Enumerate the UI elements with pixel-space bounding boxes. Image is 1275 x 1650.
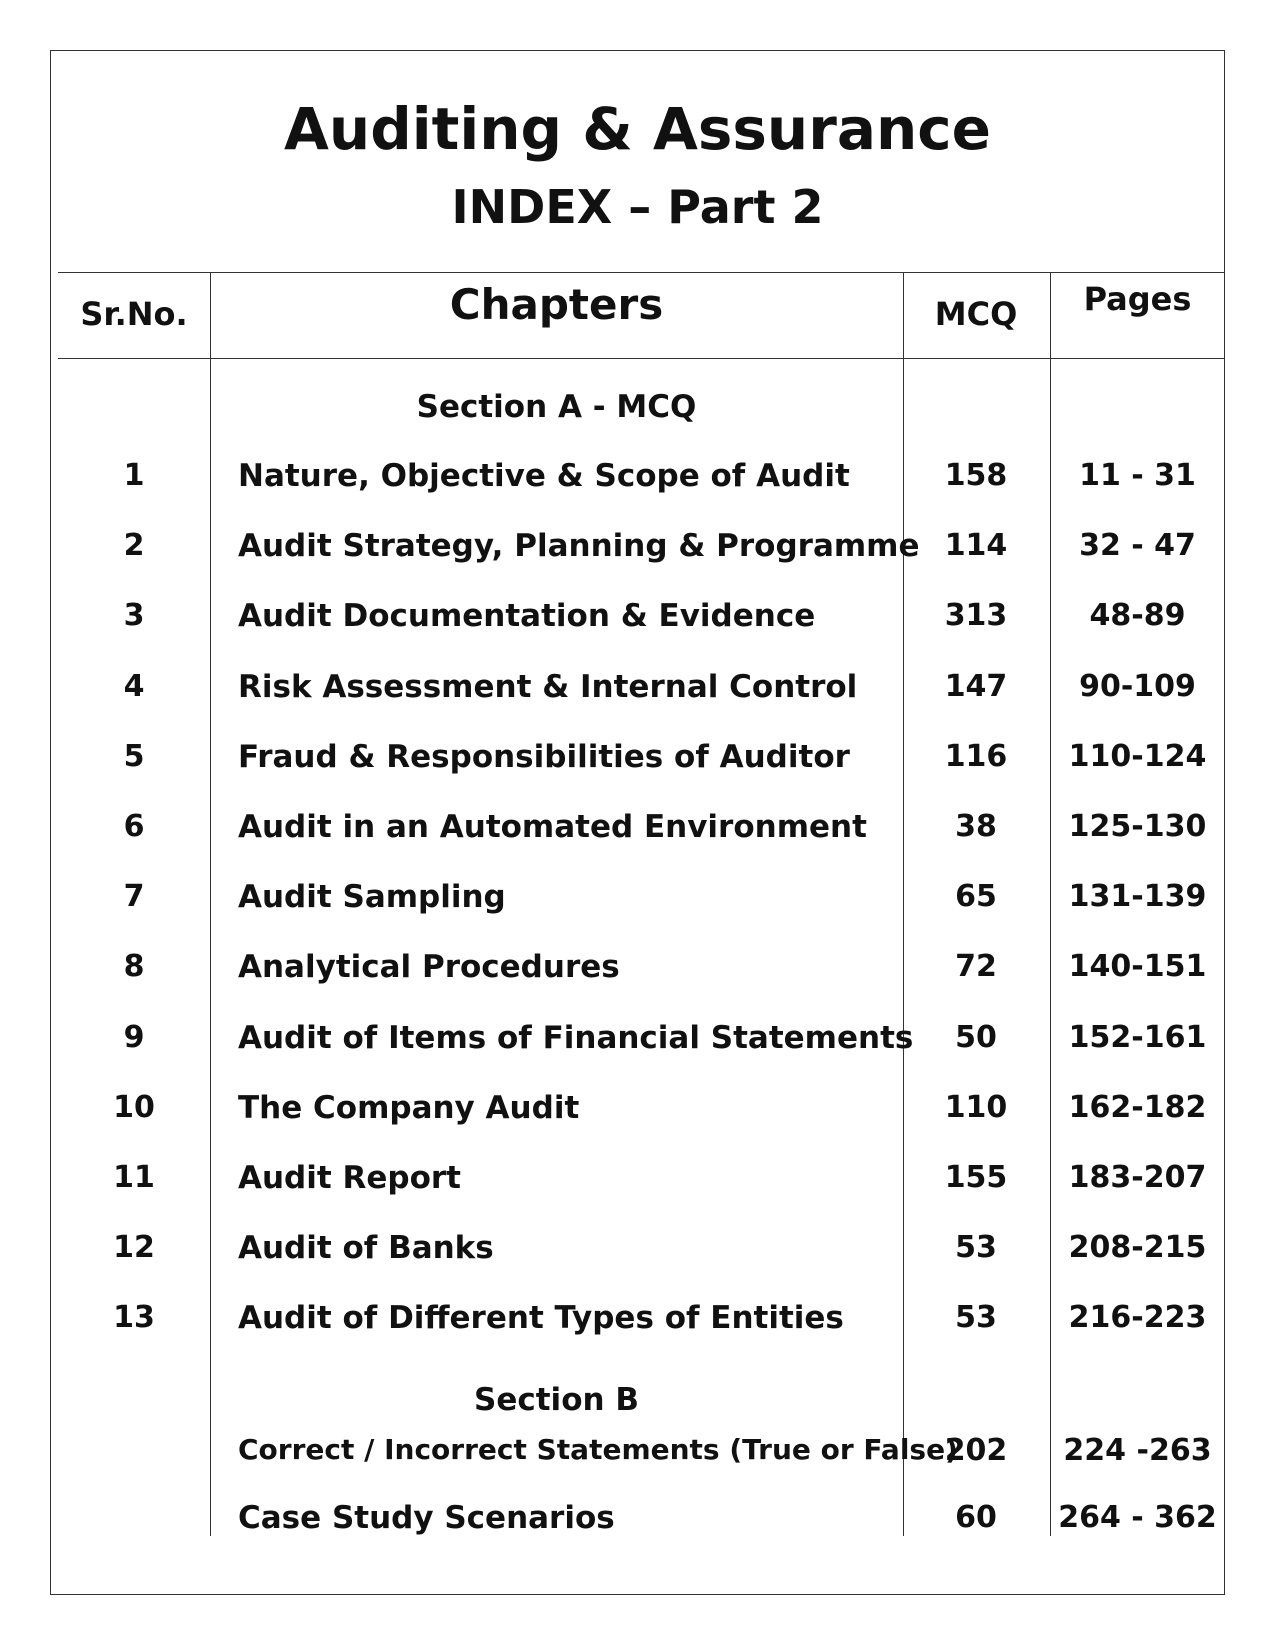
chapter-title: Audit of Items of Financial Statements bbox=[238, 1019, 914, 1056]
page-range: 224 -263 bbox=[1063, 1433, 1212, 1468]
mcq-count: 53 bbox=[955, 1230, 997, 1266]
page-range: 162-182 bbox=[1068, 1089, 1207, 1125]
mcq-count: 50 bbox=[955, 1019, 997, 1055]
table-row bbox=[0, 809, 1275, 849]
table-row bbox=[0, 949, 1275, 989]
chapter-title: Analytical Procedures bbox=[238, 949, 620, 986]
mcq-count: 72 bbox=[955, 949, 997, 985]
table-row bbox=[0, 1433, 1275, 1473]
mcq-count: 116 bbox=[944, 738, 1008, 774]
chapter-title: Audit Documentation & Evidence bbox=[238, 598, 816, 635]
page-range: 32 - 47 bbox=[1079, 528, 1196, 564]
chapter-title: Nature, Objective & Scope of Audit bbox=[238, 458, 850, 494]
chapter-title: The Company Audit bbox=[238, 1089, 580, 1126]
table-row bbox=[0, 528, 1275, 568]
table-row bbox=[0, 1500, 1275, 1540]
serial-number: 4 bbox=[123, 668, 145, 704]
chapter-title: Audit in an Automated Environment bbox=[238, 809, 867, 845]
mcq-count: 60 bbox=[955, 1500, 997, 1535]
mcq-count: 147 bbox=[944, 668, 1008, 704]
serial-number: 10 bbox=[113, 1089, 155, 1125]
page-range: 152-161 bbox=[1068, 1019, 1207, 1055]
chapter-title: Audit Report bbox=[238, 1160, 461, 1196]
table-row bbox=[0, 1160, 1275, 1200]
serial-number: 8 bbox=[123, 949, 145, 985]
serial-number: 7 bbox=[123, 879, 145, 915]
page-range: 90-109 bbox=[1079, 668, 1196, 704]
serial-number: 6 bbox=[123, 809, 145, 844]
mcq-count: 110 bbox=[944, 1089, 1008, 1125]
table-row bbox=[0, 879, 1275, 919]
column-header-mcq: MCQ bbox=[934, 295, 1018, 333]
section-b-heading: Section B bbox=[474, 1382, 639, 1418]
serial-number: 2 bbox=[123, 528, 145, 564]
mcq-count: 155 bbox=[944, 1160, 1008, 1195]
mcq-count: 38 bbox=[955, 809, 997, 844]
chapter-title: Fraud & Responsibilities of Auditor bbox=[238, 738, 850, 775]
serial-number: 1 bbox=[123, 458, 145, 493]
table-row bbox=[0, 1230, 1275, 1270]
chapter-title: Risk Assessment & Internal Control bbox=[238, 668, 858, 705]
serial-number: 12 bbox=[113, 1230, 155, 1266]
chapter-title: Audit of Different Types of Entities bbox=[238, 1300, 844, 1337]
page-range: 216-223 bbox=[1068, 1300, 1207, 1336]
page-range: 11 - 31 bbox=[1079, 458, 1196, 493]
table-row bbox=[0, 669, 1275, 709]
page-subtitle: INDEX – Part 2 bbox=[451, 180, 824, 234]
serial-number: 5 bbox=[123, 738, 145, 774]
page-range: 131-139 bbox=[1068, 879, 1207, 915]
chapter-title: Audit Strategy, Planning & Programme bbox=[238, 528, 920, 565]
mcq-count: 158 bbox=[944, 458, 1008, 493]
page-title: Auditing & Assurance bbox=[284, 95, 991, 163]
mcq-count: 202 bbox=[944, 1433, 1008, 1468]
mcq-count: 53 bbox=[955, 1300, 997, 1336]
mcq-count: 65 bbox=[955, 879, 997, 915]
chapter-title: Case Study Scenarios bbox=[238, 1500, 615, 1536]
table-row bbox=[0, 1020, 1275, 1060]
table-row bbox=[0, 1090, 1275, 1130]
page-range: 140-151 bbox=[1068, 949, 1207, 985]
section-a-heading: Section A - MCQ bbox=[416, 389, 697, 425]
page-range: 264 - 362 bbox=[1058, 1500, 1217, 1535]
page-range: 125-130 bbox=[1068, 809, 1207, 844]
column-header-pages: Pages bbox=[1083, 280, 1192, 318]
serial-number: 3 bbox=[123, 598, 145, 634]
page-range: 110-124 bbox=[1068, 738, 1207, 774]
chapter-title: Audit Sampling bbox=[238, 879, 506, 916]
table-row bbox=[0, 598, 1275, 638]
serial-number: 11 bbox=[113, 1160, 155, 1195]
column-header-chapters: Chapters bbox=[449, 280, 664, 329]
table-row bbox=[0, 458, 1275, 498]
chapter-title: Correct / Incorrect Statements (True or False) bbox=[238, 1433, 958, 1466]
table-row bbox=[0, 739, 1275, 779]
page-range: 48-89 bbox=[1089, 598, 1186, 634]
mcq-count: 313 bbox=[944, 598, 1008, 634]
mcq-count: 114 bbox=[944, 528, 1008, 564]
serial-number: 9 bbox=[123, 1019, 145, 1055]
serial-number: 13 bbox=[113, 1300, 155, 1336]
chapter-title: Audit of Banks bbox=[238, 1230, 494, 1267]
column-header-sr-no: Sr.No. bbox=[80, 295, 188, 333]
table-row bbox=[0, 1300, 1275, 1340]
page-range: 183-207 bbox=[1068, 1160, 1207, 1195]
page-range: 208-215 bbox=[1068, 1230, 1207, 1266]
